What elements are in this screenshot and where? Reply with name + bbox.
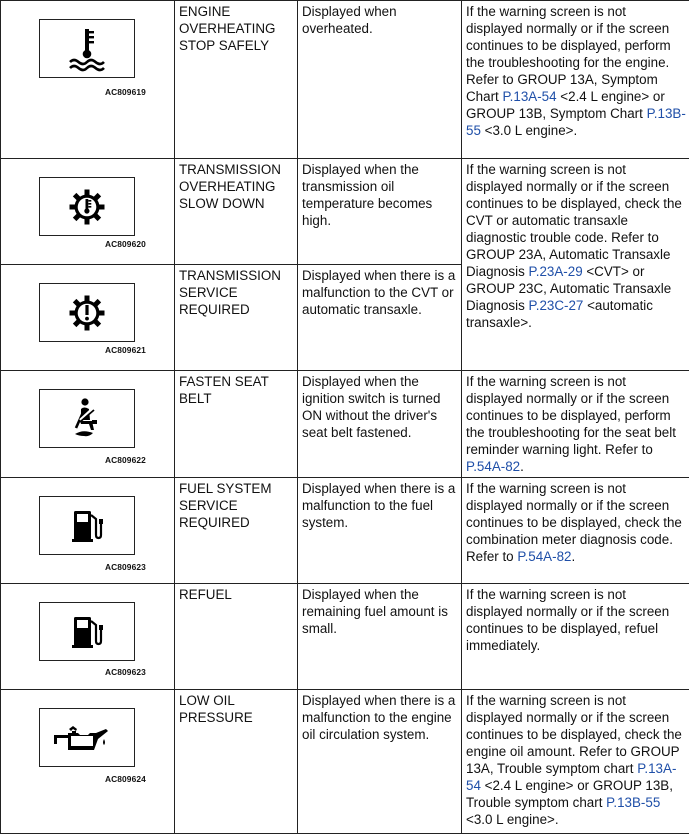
warning-action: If the warning screen is not displayed normally or if the screen continues to be displayed, check the CVT or automatic transaxle diagnostic trouble code. Refer to GROUP 23A, Automatic Transaxle Diagnosis P.23A-29 <CVT> or GROUP 23C, Automatic Transaxle Diagnosis P.23C-27 <automatic transaxle>.: [462, 159, 689, 371]
warning-condition: Displayed when overheated.: [298, 1, 462, 159]
warning-action: If the warning screen is not displayed normally or if the screen continues to be displayed, perform the troubleshooting for the engine. Refer to GROUP 13A, Symptom Chart P.13A-54 <2.4 L engine> or GROUP 13B, Symptom Chart P.13B-55 <3.0 L engine>.: [462, 1, 689, 159]
warning-condition: Displayed when there is a malfunction to the engine oil circulation system.: [298, 690, 462, 834]
warning-condition: Displayed when there is a malfunction to the CVT or automatic transaxle.: [298, 265, 462, 371]
icon-code: AC809623: [105, 562, 146, 572]
transmission-warning-icon: [39, 283, 135, 342]
warning-condition: Displayed when the transmission oil temperature becomes high.: [298, 159, 462, 265]
warning-condition: Displayed when the ignition switch is turned ON without the driver's seat belt fastened.: [298, 371, 462, 478]
warning-action: If the warning screen is not displayed normally or if the screen continues to be displayed, check the combination meter diagnosis code. Refer to P.54A-82.: [462, 478, 689, 584]
reference-link[interactable]: P.13A-54: [466, 761, 676, 793]
warning-condition: Displayed when the remaining fuel amount is small.: [298, 584, 462, 690]
reference-link[interactable]: P.13B-55: [466, 106, 686, 138]
fuel-pump-icon: [39, 496, 135, 555]
seat-belt-icon: [39, 389, 135, 448]
icon-code: AC809621: [105, 345, 146, 355]
table-row: [1, 690, 689, 834]
reference-link[interactable]: P.13A-54: [502, 89, 556, 104]
warning-title: FASTEN SEAT BELT: [175, 371, 298, 478]
icon-cell: [1, 584, 175, 690]
table-row: [1, 159, 689, 265]
warning-title: TRANSMISSION SERVICE REQUIRED: [175, 265, 298, 371]
warning-title: ENGINE OVERHEATING STOP SAFELY: [175, 1, 298, 159]
warning-title: FUEL SYSTEM SERVICE REQUIRED: [175, 478, 298, 584]
icon-cell: [1, 1, 175, 159]
coolant-temperature-icon: [39, 19, 135, 78]
icon-cell: [1, 265, 175, 371]
reference-link[interactable]: P.54A-82: [517, 549, 571, 564]
table-row: [1, 584, 689, 690]
fuel-pump-icon: [39, 602, 135, 661]
warning-title: REFUEL: [175, 584, 298, 690]
oil-can-icon: [39, 708, 135, 767]
warning-title: TRANSMISSION OVERHEATING SLOW DOWN: [175, 159, 298, 265]
icon-code: AC809620: [105, 239, 146, 249]
icon-code: AC809622: [105, 455, 146, 465]
transmission-temperature-icon: [39, 177, 135, 236]
reference-link[interactable]: P.23A-29: [529, 264, 583, 279]
icon-cell: [1, 690, 175, 834]
warning-action: If the warning screen is not displayed normally or if the screen continues to be displayed, refuel immediately.: [462, 584, 689, 690]
icon-cell: [1, 478, 175, 584]
warning-title: LOW OIL PRESSURE: [175, 690, 298, 834]
warning-action: If the warning screen is not displayed normally or if the screen continues to be displayed, check the engine oil amount. Refer to GROUP 13A, Trouble symptom chart P.13A-54 <2.4 L engine> or GROUP 13B, Trouble symptom chart P.13B-55 <3.0 L engine>.: [462, 690, 689, 834]
reference-link[interactable]: P.23C-27: [529, 298, 584, 313]
icon-code: AC809619: [105, 87, 146, 97]
icon-cell: [1, 371, 175, 478]
table-row: [1, 1, 689, 159]
table-row: [1, 478, 689, 584]
icon-code: AC809624: [105, 774, 146, 784]
icon-code: AC809623: [105, 667, 146, 677]
warning-condition: Displayed when there is a malfunction to the fuel system.: [298, 478, 462, 584]
icon-cell: [1, 159, 175, 265]
table-row: [1, 371, 689, 478]
reference-link[interactable]: P.13B-55: [606, 795, 660, 810]
warning-action: If the warning screen is not displayed normally or if the screen continues to be displayed, perform the troubleshooting for the seat belt reminder warning light. Refer to P.54A-82.: [462, 371, 689, 478]
reference-link[interactable]: P.54A-82: [466, 459, 520, 474]
